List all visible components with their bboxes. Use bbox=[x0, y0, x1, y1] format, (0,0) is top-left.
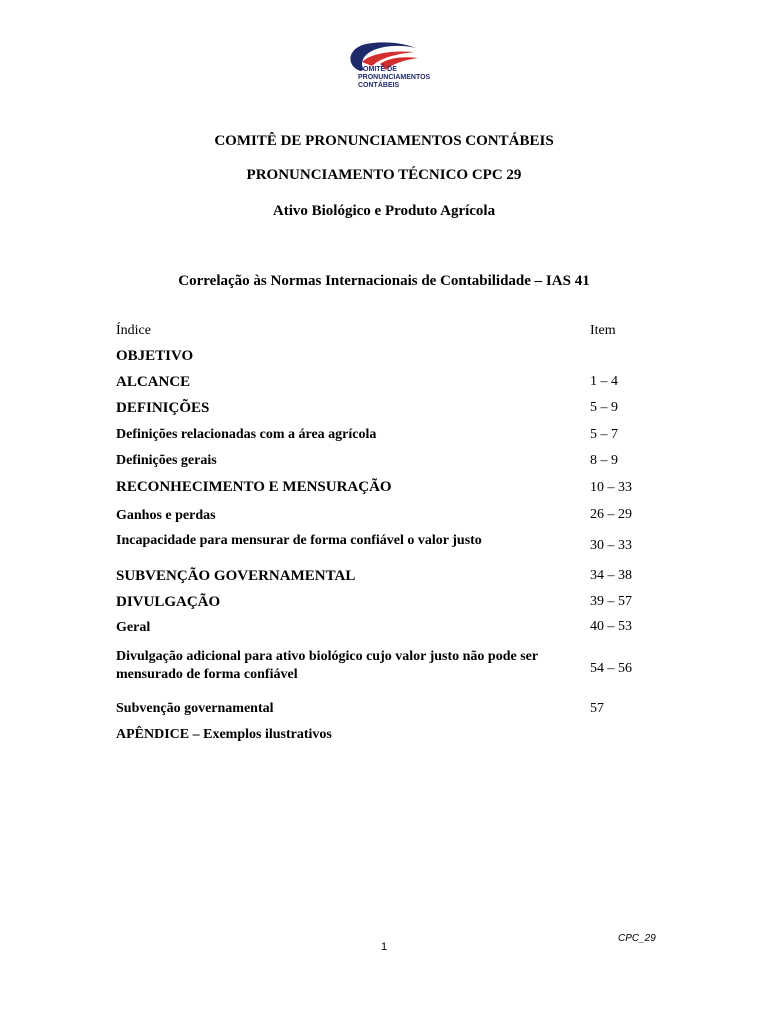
index-row-item: 5 – 9 bbox=[590, 400, 618, 415]
index-row-label: Subvenção governamental bbox=[116, 701, 274, 716]
index-heading: Índice bbox=[116, 323, 151, 338]
index-row-label: Definições relacionadas com a área agrícola bbox=[116, 427, 377, 442]
index-row-label: Divulgação adicional para ativo biológico cujo valor justo não pode ser bbox=[116, 649, 539, 664]
cpc-logo bbox=[336, 38, 440, 94]
index-row-item: 54 – 56 bbox=[590, 661, 632, 676]
index-row-label: DIVULGAÇÃO bbox=[116, 594, 221, 610]
index-row-item: 40 – 53 bbox=[590, 619, 632, 634]
index-row-item: 57 bbox=[590, 701, 604, 716]
document-code: CPC_29 bbox=[618, 933, 656, 944]
index-row-label: Definições gerais bbox=[116, 453, 217, 468]
index-row-item: 30 – 33 bbox=[590, 538, 632, 553]
logo-text: COMITÊ DE PRONUNCIAMENTOS CONTÁBEIS bbox=[358, 66, 431, 89]
index-row-label: OBJETIVO bbox=[116, 348, 194, 364]
index-row-label: Geral bbox=[116, 620, 151, 635]
index-row-label: Ganhos e perdas bbox=[116, 508, 216, 523]
index-row-label-continued: mensurado de forma confiável bbox=[116, 667, 298, 682]
item-heading: Item bbox=[590, 323, 616, 338]
index-row-label: ALCANCE bbox=[116, 374, 191, 390]
index-row-item: 34 – 38 bbox=[590, 568, 632, 583]
index-row-item: 1 – 4 bbox=[590, 374, 618, 389]
index-row-item: 26 – 29 bbox=[590, 507, 632, 522]
index-row-item: 39 – 57 bbox=[590, 594, 632, 609]
index-row-item: 10 – 33 bbox=[590, 480, 632, 495]
index-row-label: DEFINIÇÕES bbox=[116, 400, 210, 416]
pronouncement-title: PRONUNCIAMENTO TÉCNICO CPC 29 bbox=[246, 167, 522, 183]
index-row-label: SUBVENÇÃO GOVERNAMENTAL bbox=[116, 568, 356, 584]
organization-title: COMITÊ DE PRONUNCIAMENTOS CONTÁBEIS bbox=[214, 133, 554, 149]
correlation-title: Correlação às Normas Internacionais de Contabilidade – IAS 41 bbox=[178, 273, 590, 289]
index-row-label: APÊNDICE – Exemplos ilustrativos bbox=[116, 727, 332, 742]
index-row-item: 5 – 7 bbox=[590, 427, 618, 442]
index-row-item: 8 – 9 bbox=[590, 453, 618, 468]
page-number: 1 bbox=[380, 941, 388, 953]
index-row-label: Incapacidade para mensurar de forma confiável o valor justo bbox=[116, 533, 482, 548]
subject-title: Ativo Biológico e Produto Agrícola bbox=[272, 203, 496, 219]
index-row-label: RECONHECIMENTO E MENSURAÇÃO bbox=[116, 479, 392, 495]
